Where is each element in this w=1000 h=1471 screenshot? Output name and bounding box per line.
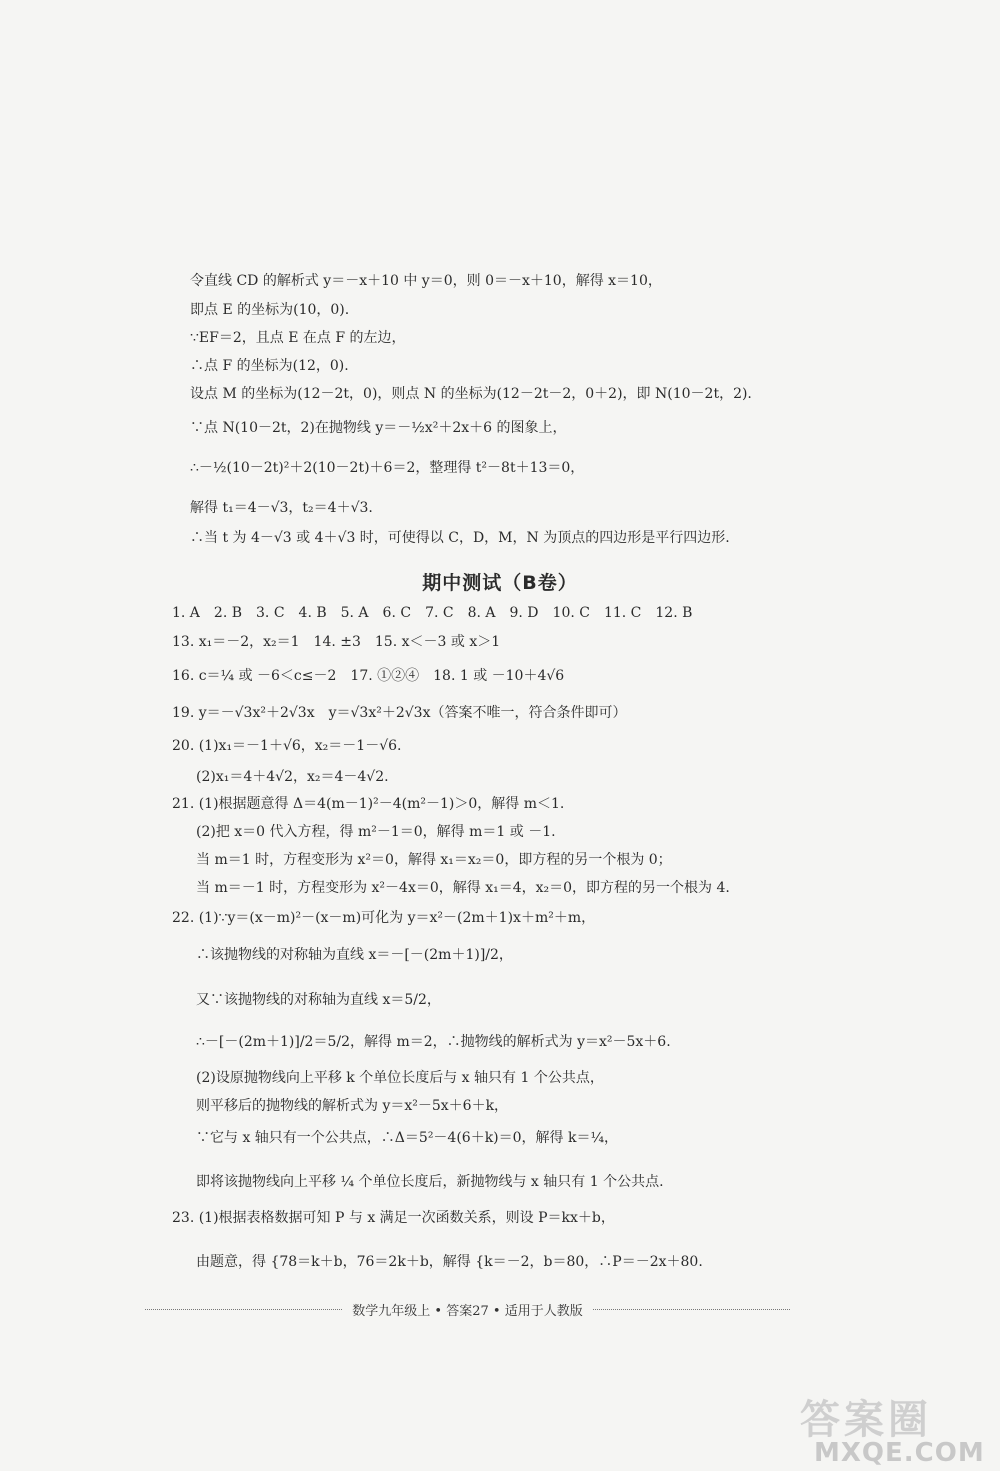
text-line: 令直线 CD 的解析式 y＝－x＋10 中 y＝0，则 0＝－x＋10，解得 x＝10， [190, 273, 662, 289]
text-line: ∵点 N(10－2t，2)在抛物线 y＝－½x²＋2x＋6 的图象上， [190, 420, 567, 436]
text-line: 即点 E 的坐标为(10，0). [190, 302, 350, 318]
answer-line: 由题意，得 {78＝k＋b，76＝2k＋b，解得 {k＝－2，b＝80，∴P＝－2x＋80. [196, 1254, 703, 1270]
answer-line: 则平移后的抛物线的解析式为 y＝x²－5x＋6＋k， [196, 1098, 509, 1114]
answer-line: ∴该抛物线的对称轴为直线 x＝－[－(2m＋1)]/2， [196, 947, 513, 963]
answer-line: (2)设原抛物线向上平移 k 个单位长度后与 x 轴只有 1 个公共点， [196, 1070, 604, 1086]
answer-line: 21. (1)根据题意得 Δ＝4(m－1)²－4(m²－1)＞0，解得 m＜1. [172, 796, 565, 812]
answer-line: (2)x₁＝4＋4√2，x₂＝4－4√2. [196, 769, 389, 785]
answer-line: 23. (1)根据表格数据可知 P 与 x 满足一次函数关系，则设 P＝kx＋b， [172, 1210, 615, 1226]
answer-line: 1. A 2. B 3. C 4. B 5. A 6. C 7. C 8. A 9. D 10. C 11. C 12. B [172, 605, 693, 621]
answer-line: 又∵该抛物线的对称轴为直线 x＝5/2， [196, 992, 441, 1008]
answer-line: 16. c＝¼ 或 －6＜c≤－2 17. ①②④ 18. 1 或 －10＋4√6 [172, 668, 565, 684]
text-line: 解得 t₁＝4－√3，t₂＝4＋√3. [190, 500, 373, 516]
answer-line: 20. (1)x₁＝－1＋√6，x₂＝－1－√6. [172, 738, 402, 754]
answer-line: 即将该抛物线向上平移 ¼ 个单位长度后，新抛物线与 x 轴只有 1 个公共点. [196, 1174, 664, 1190]
footer-text: 数学九年级上 • 答案27 • 适用于人教版 [352, 1304, 583, 1319]
footer-divider-left [145, 1309, 342, 1310]
answer-line: 当 m＝1 时，方程变形为 x²＝0，解得 x₁＝x₂＝0，即方程的另一个根为 0； [196, 852, 672, 868]
answer-line: (2)把 x＝0 代入方程，得 m²－1＝0，解得 m＝1 或 －1. [196, 824, 556, 840]
answer-line: 13. x₁＝－2，x₂＝1 14. ±3 15. x＜－3 或 x＞1 [172, 634, 501, 650]
watermark-url: MXQE.COM [814, 1438, 985, 1468]
footer-divider-right [593, 1309, 790, 1310]
text-line: ∴当 t 为 4－√3 或 4＋√3 时，可使得以 C，D，M，N 为顶点的四边形是平行四边形. [190, 530, 730, 546]
text-line: 设点 M 的坐标为(12－2t，0)，则点 N 的坐标为(12－2t－2，0＋2)，即 N(10－2t，2). [190, 386, 752, 402]
watermark-logo: 答案圈 [800, 1397, 932, 1443]
page-footer [145, 1300, 790, 1319]
text-line: ∵EF＝2，且点 E 在点 F 的左边， [190, 330, 406, 346]
answer-line: ∵它与 x 轴只有一个公共点，∴Δ＝5²－4(6＋k)＝0，解得 k＝¼， [196, 1130, 619, 1146]
text-line: ∴－½(10－2t)²＋2(10－2t)＋6＝2，整理得 t²－8t＋13＝0， [190, 460, 585, 476]
text-line: ∴点 F 的坐标为(12，0). [190, 358, 349, 374]
section-title: 期中测试（B卷） [422, 572, 578, 594]
answer-line: ∴－[－(2m＋1)]/2＝5/2，解得 m＝2，∴抛物线的解析式为 y＝x²－5x＋6. [196, 1034, 671, 1050]
answer-line: 当 m＝－1 时，方程变形为 x²－4x＝0，解得 x₁＝4，x₂＝0，即方程的另一个根为 4. [196, 880, 730, 896]
answer-line: 22. (1)∵y＝(x－m)²－(x－m)可化为 y＝x²－(2m＋1)x＋m²＋m， [172, 910, 596, 926]
answer-line: 19. y＝－√3x²＋2√3x y＝√3x²＋2√3x（答案不唯一，符合条件即可） [172, 705, 627, 721]
